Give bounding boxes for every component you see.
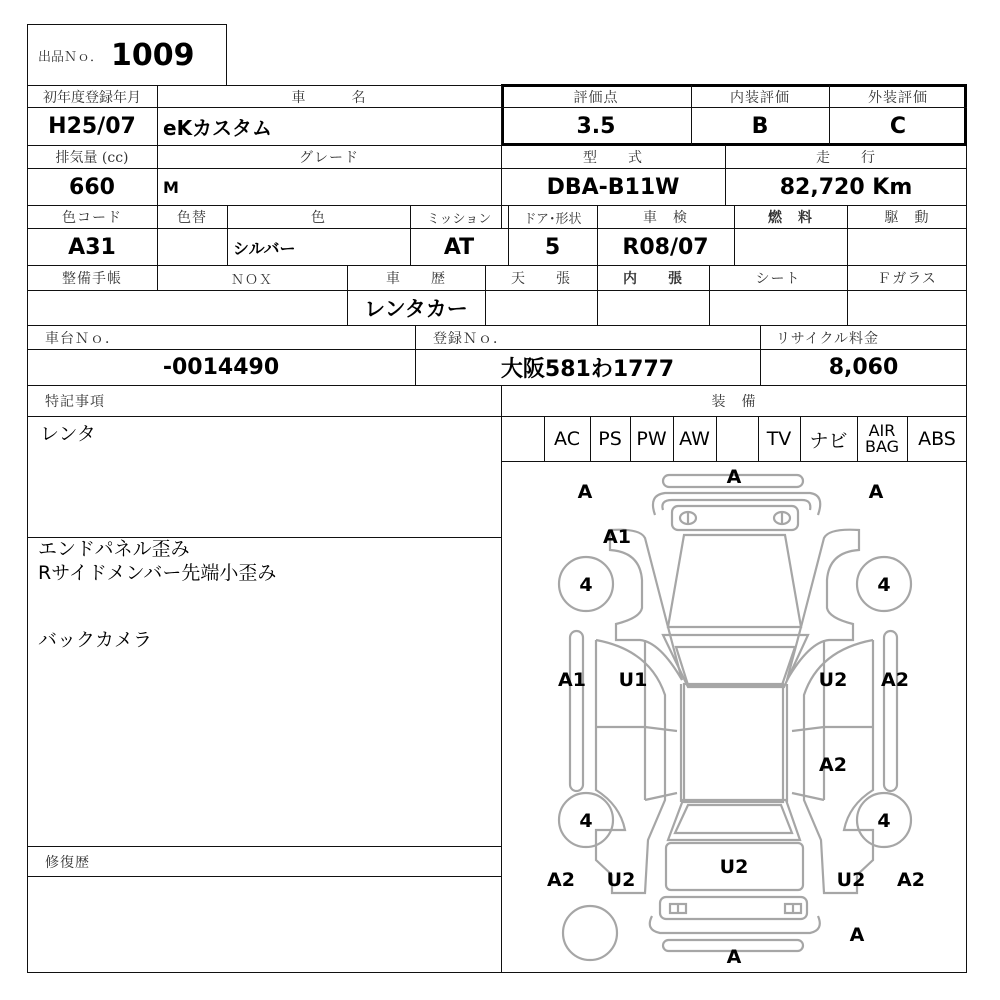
- plate-label: 登録Ｎｏ．: [433, 330, 508, 347]
- model-label: 型 式: [583, 150, 643, 166]
- equipment-item-abs: ABS: [918, 428, 956, 450]
- service-book-value: [27, 291, 157, 325]
- color-code-label: 色コード: [62, 210, 122, 226]
- equipment-item-aw: AW: [679, 428, 710, 450]
- nox-value: [157, 291, 347, 325]
- left-step: [570, 631, 583, 791]
- nox-label: ＮＯＸ: [230, 272, 273, 288]
- drive-label: 駆 動: [884, 210, 930, 226]
- recycle-label: リサイクル料金: [776, 330, 880, 347]
- front-bumper-outline: [653, 493, 820, 515]
- service-book-label: 整備手帳: [62, 271, 122, 287]
- grade-value: M: [163, 177, 179, 197]
- mark-right-rear-corner: A2: [897, 869, 925, 891]
- mark-right-rear-door: A2: [819, 754, 847, 776]
- repair-value: [27, 877, 501, 973]
- lot-number-box: [27, 24, 227, 85]
- color-change-label: 色替: [177, 210, 207, 226]
- mark-front-right-corner: A: [868, 481, 884, 503]
- history-value: レンタカー: [364, 297, 468, 321]
- grade-label: グレード: [299, 150, 359, 166]
- interior-lining-label: 内 張: [623, 271, 683, 287]
- mark-right-rear-tire: 4: [877, 810, 891, 832]
- equipment-item-ac: AC: [554, 428, 580, 450]
- car-damage-diagram: [501, 462, 967, 973]
- mark-right-rear-quarter: U2: [836, 869, 866, 891]
- hood: [668, 535, 801, 627]
- roof-label: 天 張: [511, 271, 571, 287]
- transmission-label: ミッション: [426, 211, 492, 227]
- mark-left-front-door: U1: [618, 669, 648, 691]
- lot-number: 1009: [111, 37, 195, 73]
- mark-back-door: U2: [719, 856, 749, 878]
- fglass-value: [847, 291, 967, 325]
- equipment-item-ps: PS: [598, 428, 622, 450]
- lot-label: 出品Ｎｏ．: [38, 49, 104, 65]
- model-value: DBA-B11W: [546, 174, 680, 200]
- doors-label: ドア･形状: [523, 211, 582, 227]
- spare-tire: [563, 906, 617, 960]
- displacement-value: 660: [69, 174, 115, 200]
- inspection-value: R08/07: [622, 234, 709, 260]
- windshield-inner: [676, 647, 795, 685]
- color-code-value: A31: [68, 234, 116, 260]
- note-line: エンドパネル歪み: [38, 538, 190, 560]
- notes-label: 特記事項: [45, 394, 105, 410]
- equipment-item-blank: [501, 417, 544, 461]
- mark-left-step: A1: [558, 669, 586, 691]
- exterior-value: C: [889, 114, 907, 139]
- equipment-label: 装 備: [711, 394, 757, 410]
- interior-lining-value: [597, 291, 709, 325]
- car-name-label: 車 名: [291, 89, 367, 106]
- transmission-value: AT: [443, 234, 475, 260]
- notes-top: レンタ: [40, 423, 96, 445]
- mark-right-step: A2: [881, 669, 909, 691]
- mark-left-rear-tire: 4: [579, 810, 593, 832]
- equipment-item-navi: ナビ: [809, 429, 848, 452]
- mark-right-front-tire: 4: [877, 574, 891, 596]
- recycle-value: 8,060: [828, 355, 899, 380]
- first-reg-value: H25/07: [48, 114, 136, 139]
- mark-left-front-fender: A1: [603, 526, 631, 548]
- plate-value: 大阪581わ1777: [500, 357, 675, 382]
- displacement-label: 排気量 (cc): [55, 150, 129, 166]
- seat-value: [709, 291, 847, 325]
- note-line: Rサイドメンバー先端小歪み: [38, 562, 277, 584]
- interior-value: B: [751, 114, 769, 139]
- score-label: 評価点: [573, 89, 619, 106]
- note-line: バックカメラ: [38, 629, 153, 651]
- roof-value: [485, 291, 597, 325]
- equipment-item-airbag: AIR BAG: [864, 421, 900, 456]
- equipment-item-blank: [716, 417, 758, 461]
- chassis-value: -0014490: [162, 355, 280, 380]
- fuel-label: 燃 料: [768, 210, 813, 226]
- interior-label: 内装評価: [730, 89, 790, 106]
- mark-left-front-tire: 4: [579, 574, 593, 596]
- mark-left-rear-corner: A2: [547, 869, 575, 891]
- color-value: シルバー: [233, 238, 296, 258]
- inspection-label: 車 検: [643, 210, 688, 226]
- mark-left-rear-quarter: U2: [606, 869, 636, 891]
- right-step: [884, 631, 897, 791]
- first-reg-label: 初年度登録年月: [43, 89, 141, 106]
- fuel-value: [734, 229, 847, 265]
- mark-rear-right: A: [849, 924, 865, 946]
- mileage-value: 82,720 Km: [779, 174, 913, 200]
- car-name-value: eKカスタム: [163, 116, 273, 140]
- history-label: 車 歴: [386, 271, 446, 287]
- chassis-label: 車台Ｎｏ．: [45, 330, 120, 347]
- color-change-value: [157, 229, 227, 265]
- drive-value: [847, 229, 967, 265]
- mark-front-left-corner: A: [577, 481, 593, 503]
- roof: [684, 684, 783, 802]
- doors-value: 5: [544, 234, 561, 260]
- seat-label: シート: [755, 271, 801, 287]
- fglass-label: Ｆガラス: [877, 271, 937, 287]
- mark-right-front-door: U2: [818, 669, 848, 691]
- front-lamp-bar: [672, 506, 798, 530]
- equipment-item-tv: TV: [766, 428, 792, 450]
- mileage-label: 走 行: [816, 150, 876, 166]
- rear-window-inner: [675, 805, 792, 833]
- mark-rear-bumper: A: [726, 946, 742, 968]
- equipment-item-pw: PW: [636, 428, 667, 450]
- score-value: 3.5: [576, 114, 616, 139]
- color-label: 色: [311, 210, 326, 226]
- exterior-label: 外装評価: [868, 89, 928, 106]
- repair-label: 修復歴: [45, 854, 90, 871]
- mark-front-bumper: A: [726, 466, 742, 488]
